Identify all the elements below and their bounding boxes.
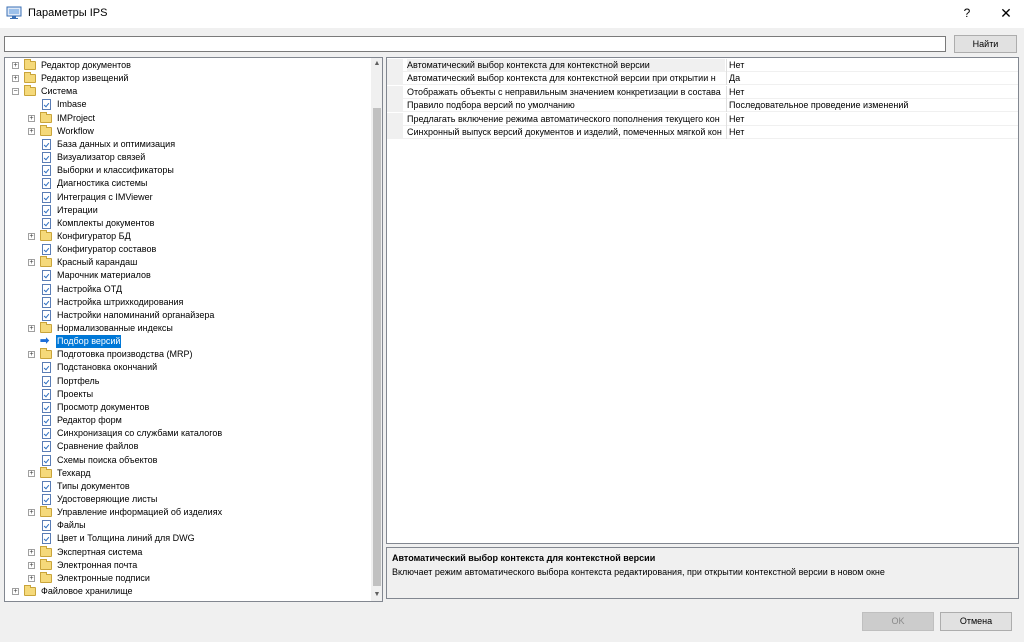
tree-item-label: Редактор извещений (41, 73, 129, 84)
folder-icon (40, 350, 52, 359)
description-panel (386, 547, 1019, 599)
settings-page-icon (42, 310, 51, 321)
column-separator (726, 86, 727, 99)
settings-page-icon (42, 494, 51, 505)
tree-item[interactable] (5, 230, 365, 243)
scroll-thumb[interactable] (373, 108, 381, 586)
row-gutter (387, 113, 403, 126)
expand-icon[interactable]: + (29, 232, 34, 240)
tree-item-label: Визуализатор связей (57, 152, 146, 163)
row-gutter (387, 86, 403, 99)
property-name: Отображать объекты с неправильным значением конкретизации в состава (407, 86, 721, 97)
tree-item[interactable] (5, 151, 365, 164)
property-value[interactable]: Нет (729, 60, 745, 70)
column-separator (726, 99, 727, 112)
tree-item-label: Редактор документов (41, 60, 131, 70)
tree-item[interactable] (5, 269, 365, 282)
folder-icon (40, 469, 52, 478)
property-value[interactable]: Последовательное проведение изменений (729, 100, 909, 111)
tree-item-label: Экспертная система (57, 546, 143, 557)
tree-item[interactable] (5, 296, 365, 309)
settings-page-icon (42, 428, 51, 439)
folder-icon (24, 74, 36, 83)
column-separator (726, 113, 727, 126)
property-value[interactable]: Да (729, 73, 741, 84)
tree-item[interactable] (5, 467, 365, 480)
settings-page-icon (42, 376, 51, 387)
property-name: Предлагать включение режима автоматического пополнения текущего кон (407, 113, 720, 124)
settings-page-icon (42, 178, 51, 189)
column-separator (726, 126, 727, 139)
tree-item-label: Схемы поиска объектов (57, 454, 158, 465)
tree-item-label: Сравнение файлов (57, 441, 139, 452)
tree-item[interactable] (5, 519, 365, 532)
tree-item[interactable] (5, 138, 365, 151)
tree-item-label: Подбор версий (57, 336, 121, 347)
tree-item-label: Управление информацией об изделиях (57, 507, 223, 518)
tree-item-label: Подготовка производства (MRP) (57, 349, 193, 360)
tree-item-label: Проекты (57, 388, 94, 399)
tree-item-label: Типы документов (57, 480, 130, 491)
tree-item[interactable] (5, 125, 365, 138)
settings-page-icon (42, 297, 51, 308)
row-gutter (387, 59, 403, 72)
property-name: Правило подбора версий по умолчанию (407, 100, 575, 111)
property-name: Синхронный выпуск версий документов и изделий, помеченных мягкой кон (407, 127, 722, 137)
expand-icon[interactable]: + (29, 259, 34, 267)
tree-scrollbar[interactable] (371, 58, 383, 601)
tree-item-label: Комплекты документов (57, 217, 155, 228)
close-button[interactable]: ✕ (1000, 5, 1012, 21)
settings-page-icon (42, 139, 51, 150)
tree-item-label: Подстановка окончаний (57, 362, 158, 373)
property-value[interactable]: Нет (729, 127, 745, 137)
folder-icon (24, 61, 36, 70)
tree-item-label: Конфигуратор составов (57, 244, 157, 255)
tree-item[interactable] (5, 72, 365, 85)
tree-item[interactable] (5, 532, 365, 545)
settings-page-icon (42, 165, 51, 176)
collapse-icon[interactable]: − (13, 88, 18, 96)
tree-item-label: Удостоверяющие листы (57, 493, 158, 504)
folder-icon (40, 548, 52, 557)
property-row[interactable] (387, 126, 1018, 139)
expand-icon[interactable]: + (13, 62, 18, 69)
property-name: Автоматический выбор контекста для контекстной версии при открытии н (407, 73, 716, 84)
tree-item-label: Imbase (57, 99, 87, 110)
property-name: Автоматический выбор контекста для контекстной версии (407, 59, 725, 72)
tree-item[interactable] (5, 256, 365, 269)
tree-item-label: Техкард (57, 467, 91, 478)
description-text: Включает режим автоматического выбора контекста редактирования, при открытии контекстной версии в новом окне (392, 567, 885, 577)
tree-item[interactable] (5, 243, 365, 256)
tree-item-label: Просмотр документов (57, 401, 150, 412)
app-monitor-icon (6, 6, 22, 20)
tree-item[interactable] (5, 585, 365, 598)
property-row[interactable] (387, 99, 1018, 112)
expand-icon[interactable]: + (29, 351, 34, 359)
settings-page-icon (42, 218, 51, 229)
tree-item[interactable] (5, 375, 365, 388)
folder-icon (40, 324, 52, 333)
folder-icon (40, 232, 52, 241)
arrow-right-icon: ➡ (40, 335, 50, 348)
tree-item[interactable] (5, 322, 365, 335)
folder-icon (24, 587, 36, 596)
tree-item[interactable] (5, 480, 365, 493)
tree-item[interactable] (5, 414, 365, 427)
tree-item[interactable] (5, 506, 365, 519)
property-value[interactable]: Нет (729, 86, 745, 97)
tree-item-label: Выборки и классификаторы (57, 165, 174, 176)
tree-item-label: Электронные подписи (57, 572, 150, 583)
tree-item-label: Файловое хранилище (41, 586, 133, 596)
window-title: Параметры IPS (28, 7, 108, 19)
tree-item[interactable] (5, 217, 365, 230)
settings-page-icon (42, 362, 51, 373)
tree-item-label: Нормализованные индексы (57, 323, 173, 333)
scroll-down-icon[interactable]: ▼ (373, 591, 381, 598)
tree-item[interactable] (5, 348, 365, 361)
folder-icon (40, 574, 52, 583)
search-input[interactable] (4, 36, 946, 52)
column-separator (726, 59, 727, 72)
tree-item-label: Портфель (57, 375, 100, 386)
settings-page-icon (42, 389, 51, 400)
folder-icon (24, 87, 36, 96)
tree-item[interactable] (5, 177, 365, 190)
property-value[interactable]: Нет (729, 113, 745, 124)
tree-item-label: Электронная почта (57, 559, 138, 570)
folder-icon (40, 258, 52, 267)
settings-page-icon (42, 402, 51, 413)
settings-page-icon (42, 520, 51, 531)
expand-icon[interactable]: + (13, 588, 18, 595)
settings-page-icon (42, 152, 51, 163)
tree-item-label: Редактор форм (57, 415, 122, 426)
property-row[interactable] (387, 86, 1018, 99)
tree-item[interactable] (5, 85, 365, 98)
tree-item-label: Цвет и Толщина линий для DWG (57, 533, 195, 544)
expand-icon[interactable]: + (29, 509, 34, 517)
property-row[interactable] (387, 59, 1018, 72)
tree-item[interactable] (5, 427, 365, 440)
tree-item-label: Интеграция с IMViewer (57, 191, 153, 202)
tree-item-label: Итерации (57, 204, 98, 215)
tree-item[interactable] (5, 59, 365, 72)
tree-item[interactable] (5, 361, 365, 374)
property-row[interactable] (387, 72, 1018, 85)
find-button[interactable]: Найти (954, 35, 1017, 53)
settings-page-icon (42, 205, 51, 216)
column-separator (726, 72, 727, 85)
cancel-button[interactable]: Отмена (940, 612, 1012, 631)
expand-icon[interactable]: + (29, 561, 34, 569)
tree-item[interactable] (5, 401, 365, 414)
tree-item-label: Диагностика системы (57, 178, 148, 189)
folder-icon (40, 127, 52, 136)
settings-page-icon (42, 533, 51, 544)
settings-page-icon (42, 284, 51, 295)
folder-icon (40, 114, 52, 123)
scroll-up-icon[interactable]: ▲ (373, 60, 381, 67)
settings-page-icon (42, 455, 51, 466)
settings-page-icon (42, 99, 51, 110)
description-title: Автоматический выбор контекста для контекстной версии (392, 553, 656, 563)
settings-page-icon (42, 244, 51, 255)
settings-tree[interactable] (4, 57, 383, 602)
row-gutter (387, 72, 403, 85)
expand-icon[interactable]: + (29, 548, 34, 556)
tree-item-label: Настройка ОТД (57, 283, 123, 294)
tree-item[interactable] (5, 388, 365, 401)
tree-item-label: Настройка штрихкодирования (57, 296, 184, 307)
tree-item[interactable] (5, 191, 365, 204)
tree-item-label: Красный карандаш (57, 257, 138, 268)
property-grid[interactable] (386, 57, 1019, 544)
tree-item[interactable] (5, 98, 365, 111)
row-gutter (387, 126, 403, 139)
help-button[interactable]: ? (963, 6, 971, 20)
tree-item[interactable] (5, 454, 365, 467)
settings-page-icon (42, 415, 51, 426)
tree-item-label: Файлы (57, 520, 86, 531)
tree-item-label: База данных и оптимизация (57, 138, 176, 149)
settings-page-icon (42, 481, 51, 492)
expand-icon[interactable]: + (29, 114, 34, 122)
tree-item[interactable] (5, 559, 365, 572)
expand-icon[interactable]: + (29, 127, 34, 135)
tree-item[interactable] (5, 572, 365, 585)
tree-item-label: Workflow (57, 125, 94, 136)
tree-item-label: Система (41, 86, 78, 97)
tree-item[interactable] (5, 440, 365, 453)
tree-item[interactable] (5, 204, 365, 217)
settings-page-icon (42, 441, 51, 452)
ok-button[interactable]: OK (862, 612, 934, 631)
folder-icon (40, 561, 52, 570)
tree-item-label: IMProject (57, 112, 96, 123)
tree-item-label: Настройки напоминаний органайзера (57, 309, 215, 320)
tree-item[interactable] (5, 493, 365, 506)
folder-icon (40, 508, 52, 517)
expand-icon[interactable]: + (29, 325, 34, 332)
tree-item-label: Конфигуратор БД (57, 230, 131, 241)
settings-page-icon (42, 270, 51, 281)
settings-page-icon (42, 192, 51, 203)
property-row[interactable] (387, 113, 1018, 126)
expand-icon[interactable]: + (29, 574, 34, 582)
row-gutter (387, 99, 403, 112)
tree-item[interactable] (5, 335, 365, 348)
tree-item[interactable] (5, 546, 365, 559)
tree-item-label: Синхронизация со службами каталогов (57, 428, 223, 439)
tree-item-label: Марочник материалов (57, 270, 151, 281)
title-bar (0, 0, 1024, 28)
tree-item[interactable] (5, 112, 365, 125)
expand-icon[interactable]: + (13, 75, 18, 83)
tree-item[interactable] (5, 283, 365, 296)
tree-item[interactable] (5, 164, 365, 177)
expand-icon[interactable]: + (29, 469, 34, 477)
tree-item[interactable] (5, 309, 365, 322)
